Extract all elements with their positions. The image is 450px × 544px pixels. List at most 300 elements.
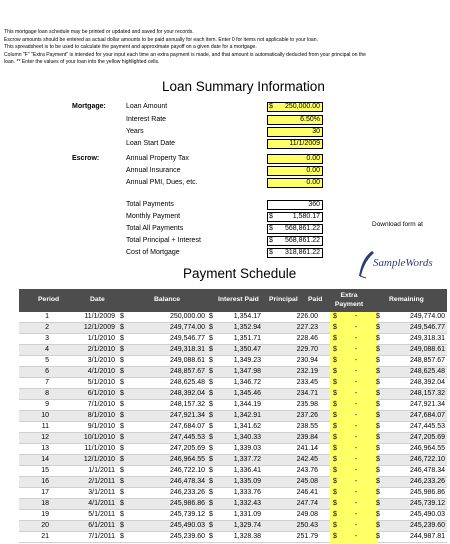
balance-cell: 249,318.31 [169,346,205,353]
interest-cell: 1,335.09 [233,478,261,485]
currency-symbol: $ [120,533,124,540]
note-line: loan. ** Enter the values of your loan into the yellow highlighted cells. [4,59,160,66]
currency-symbol: $ [376,533,380,540]
principal-cell: 251.79 [296,533,318,540]
remaining-cell: 244,987.81 [409,533,445,540]
extra-payment-cell[interactable] [330,312,378,323]
table-row [19,367,447,378]
balance-cell: 245,986.86 [169,500,205,507]
principal-cell: 226.00 [296,313,318,320]
start-date-label: Loan Start Date [126,140,176,147]
table-row [19,455,447,466]
currency-symbol: $ [269,249,273,256]
extra-payment-value: - [355,357,358,364]
currency-symbol: $ [269,213,273,220]
extra-payment-cell[interactable] [330,433,378,444]
table-row [19,466,447,477]
currency-symbol: $ [376,357,380,364]
date-cell: 12/1/2009 [83,324,115,331]
period-cell: 8 [45,390,49,397]
years-input[interactable] [267,127,323,137]
currency-symbol: $ [209,533,213,540]
table-header [19,289,447,312]
extra-payment-cell[interactable] [330,411,378,422]
currency-symbol: $ [120,489,124,496]
remaining-cell: 248,857.67 [409,357,445,364]
start-date-value: 11/1/2009 [289,140,320,147]
samplewords-logo[interactable] [356,247,433,281]
balance-cell: 247,684.07 [169,423,205,430]
extra-payment-cell[interactable] [330,378,378,389]
currency-symbol: $ [333,467,337,474]
currency-symbol: $ [120,313,124,320]
extra-payment-cell[interactable] [330,323,378,334]
principal-cell: 234.71 [296,390,318,397]
balance-cell: 247,445.53 [169,434,205,441]
total-principal-interest-value: 568,861.22 [284,237,320,244]
insurance-value: 0.00 [306,167,320,174]
extra-payment-cell[interactable] [330,455,378,466]
remaining-cell: 248,625.48 [409,368,445,375]
currency-symbol: $ [209,324,213,331]
interest-cell: 1,346.72 [233,379,261,386]
currency-symbol: $ [209,467,213,474]
currency-symbol: $ [376,423,380,430]
period-cell: 5 [45,357,49,364]
currency-symbol: $ [120,401,124,408]
period-cell: 12 [41,434,49,441]
remaining-cell: 245,239.60 [409,522,445,529]
table-row [19,400,447,411]
table-row [19,411,447,422]
extra-payment-value: - [355,467,358,474]
period-cell: 15 [41,467,49,474]
extra-payment-value: - [355,390,358,397]
extra-payment-value: - [355,511,358,518]
currency-symbol: $ [209,423,213,430]
table-row [19,521,447,532]
period-cell: 13 [41,445,49,452]
currency-symbol: $ [376,390,380,397]
balance-cell: 248,857.67 [169,368,205,375]
note-line: Column "F" "Extra Payment" is intended for your input each time an extra payment is made, and that amount is automatically deducted from your principal on the [4,51,366,58]
remaining-cell: 245,739.12 [409,500,445,507]
note-line: This mortgage loan schedule may be printed or updated and saved for your records. [4,29,194,35]
interest-cell: 1,345.46 [233,390,261,397]
currency-symbol: $ [333,335,337,342]
currency-symbol: $ [376,401,380,408]
principal-cell: 228.46 [296,335,318,342]
extra-payment-cell[interactable] [330,389,378,400]
currency-symbol: $ [209,346,213,353]
currency-symbol: $ [333,478,337,485]
extra-payment-value: - [355,445,358,452]
date-cell: 2/1/2011 [88,478,115,485]
remaining-cell: 249,318.31 [409,335,445,342]
table-row [19,323,447,334]
extra-payment-cell[interactable] [330,422,378,433]
years-value: 30 [312,128,320,135]
currency-symbol: $ [269,237,273,244]
remaining-cell: 248,392.04 [409,379,445,386]
date-cell: 8/1/2010 [87,412,115,419]
currency-symbol: $ [120,445,124,452]
date-cell: 11/1/2009 [84,313,115,320]
table-row [19,378,447,389]
property-tax-input[interactable] [267,154,323,164]
date-cell: 4/1/2011 [88,500,115,507]
currency-symbol: $ [209,401,213,408]
period-cell: 20 [41,522,49,529]
escrow-label: Escrow: [72,155,100,162]
balance-cell: 245,239.60 [169,533,205,540]
interest-cell: 1,351.71 [233,335,261,342]
column-header-period: Period [38,296,60,303]
currency-symbol: $ [269,225,273,232]
start-date-input[interactable] [267,139,323,149]
extra-payment-cell[interactable] [330,444,378,455]
date-cell: 9/1/2010 [87,423,115,430]
extra-payment-value: - [355,533,358,540]
currency-symbol: $ [120,522,124,529]
currency-symbol: $ [376,379,380,386]
extra-payment-cell[interactable] [330,499,378,510]
monthly-payment-value: 1,580.17 [292,213,320,220]
balance-cell: 248,157.32 [169,401,205,408]
date-cell: 7/1/2010 [87,401,115,408]
extra-payment-cell[interactable] [330,466,378,477]
date-cell: 7/1/2011 [88,533,115,540]
currency-symbol: $ [376,478,380,485]
currency-symbol: $ [209,313,213,320]
currency-symbol: $ [333,324,337,331]
monthly-payment-cell [267,212,323,222]
remaining-cell: 247,205.69 [409,434,445,441]
currency-symbol: $ [376,522,380,529]
extra-payment-value: - [355,324,358,331]
period-cell: 3 [45,335,49,342]
insurance-label: Annual Insurance [126,167,181,174]
remaining-cell: 247,684.07 [409,412,445,419]
currency-symbol: $ [376,445,380,452]
currency-symbol: $ [333,522,337,529]
pmi-value: 0.00 [306,179,320,186]
pmi-input[interactable] [267,178,323,188]
balance-cell: 247,921.34 [169,412,205,419]
balance-cell: 246,233.26 [169,489,205,496]
table-row [19,312,447,323]
date-cell: 4/1/2010 [87,368,115,375]
interest-cell: 1,328.38 [233,533,261,540]
currency-symbol: $ [376,500,380,507]
currency-symbol: $ [209,500,213,507]
table-row [19,433,447,444]
interest-rate-label: Interest Rate [126,116,167,123]
currency-symbol: $ [120,390,124,397]
currency-symbol: $ [376,335,380,342]
currency-symbol: $ [120,434,124,441]
balance-cell: 249,088.61 [169,357,205,364]
balance-cell: 248,392.04 [169,390,205,397]
currency-symbol: $ [209,368,213,375]
extra-payment-value: - [355,412,358,419]
principal-cell: 230.94 [296,357,318,364]
currency-symbol: $ [120,511,124,518]
interest-cell: 1,339.03 [233,445,261,452]
payment-schedule-table [19,289,447,543]
principal-cell: 239.84 [296,434,318,441]
principal-cell: 245.08 [296,478,318,485]
extra-payment-value: - [355,489,358,496]
note-line: This spreadsheet is to be used to calculate the payment and approximate payoff on a given date for a mortgage. [4,44,257,51]
period-cell: 9 [45,401,49,408]
currency-symbol: $ [376,434,380,441]
period-cell: 17 [41,489,49,496]
column-header-date: Date [90,296,105,303]
balance-cell: 250,000.00 [169,313,205,320]
period-cell: 18 [41,500,49,507]
currency-symbol: $ [209,390,213,397]
extra-payment-value: - [355,500,358,507]
period-cell: 1 [45,313,49,320]
interest-rate-value: 6.50% [300,116,320,123]
extra-payment-value: - [355,346,358,353]
monthly-payment-label: Monthly Payment [126,213,181,220]
date-cell: 3/1/2010 [87,357,115,364]
remaining-cell: 247,921.34 [409,401,445,408]
balance-cell: 246,722.10 [169,467,205,474]
date-cell: 11/1/2010 [84,445,115,452]
extra-payment-value: - [355,522,358,529]
interest-cell: 1,352.94 [233,324,261,331]
date-cell: 10/1/2010 [83,434,115,441]
currency-symbol: $ [120,346,124,353]
table-row [19,532,447,543]
column-header-extra-payment: Extra Payment [334,292,364,308]
interest-cell: 1,337.72 [233,456,261,463]
principal-cell: 247.74 [296,500,318,507]
interest-rate-input[interactable] [267,115,323,125]
extra-payment-cell[interactable] [330,400,378,411]
currency-symbol: $ [333,423,337,430]
cost-of-mortgage-cell [267,248,323,258]
balance-cell: 245,490.03 [169,522,205,529]
currency-symbol: $ [333,500,337,507]
currency-symbol: $ [333,313,337,320]
period-cell: 19 [41,511,49,518]
currency-symbol: $ [333,445,337,452]
date-cell: 1/1/2010 [87,335,115,342]
currency-symbol: $ [120,368,124,375]
currency-symbol: $ [120,357,124,364]
remaining-cell: 246,722.10 [409,456,445,463]
insurance-input[interactable] [267,166,323,176]
period-cell: 10 [41,412,49,419]
total-all-payments-label: Total All Payments [126,225,184,232]
extra-payment-value: - [355,379,358,386]
extra-payment-value: - [355,478,358,485]
extra-payment-cell[interactable] [330,488,378,499]
principal-cell: 242.45 [296,456,318,463]
extra-payment-cell[interactable] [330,334,378,345]
property-tax-value: 0.00 [306,155,320,162]
property-tax-label: Annual Property Tax [126,155,189,162]
total-payments-value: 360 [308,201,320,208]
total-principal-interest-label: Total Principal + Interest [126,237,201,244]
currency-symbol: $ [120,456,124,463]
loan-amount-label: Loan Amount [126,103,168,110]
currency-symbol: $ [209,511,213,518]
table-body [19,312,447,543]
remaining-cell: 248,157.32 [409,390,445,397]
principal-cell: 238.55 [296,423,318,430]
date-cell: 2/1/2010 [87,346,115,353]
note-line: Escrow amounts should be entered as actual dollar amounts to be paid annually for each item. Enter 0 for items not applicable to your loan. [4,36,319,43]
currency-symbol: $ [269,103,273,110]
extra-payment-value: - [355,313,358,320]
table-row [19,334,447,345]
principal-cell: 246.41 [296,489,318,496]
currency-symbol: $ [333,434,337,441]
years-label: Years [126,128,144,135]
extra-payment-cell[interactable] [330,356,378,367]
currency-symbol: $ [120,379,124,386]
currency-symbol: $ [120,335,124,342]
principal-cell: 235.98 [296,401,318,408]
currency-symbol: $ [333,511,337,518]
currency-symbol: $ [376,346,380,353]
remaining-cell: 249,088.61 [409,346,445,353]
download-text: Download form at [372,221,423,228]
balance-cell: 246,964.55 [169,456,205,463]
column-header-remaining: Remaining [389,296,424,303]
currency-symbol: $ [209,522,213,529]
currency-symbol: $ [209,489,213,496]
currency-symbol: $ [376,489,380,496]
loan-amount-value: 250,000.00 [284,103,320,110]
currency-symbol: $ [333,412,337,419]
currency-symbol: $ [120,324,124,331]
interest-cell: 1,329.74 [233,522,261,529]
extra-payment-cell[interactable] [330,510,378,521]
date-cell: 1/1/2011 [88,467,115,474]
extra-payment-value: - [355,368,358,375]
period-cell: 21 [41,533,49,540]
currency-symbol: $ [120,412,124,419]
currency-symbol: $ [376,368,380,375]
balance-cell: 245,739.12 [169,511,205,518]
balance-cell: 246,478.34 [169,478,205,485]
currency-symbol: $ [209,357,213,364]
currency-symbol: $ [333,368,337,375]
mortgage-label: Mortgage: [72,103,106,110]
currency-symbol: $ [376,456,380,463]
extra-payment-cell[interactable] [330,345,378,356]
currency-symbol: $ [333,390,337,397]
extra-payment-cell[interactable] [330,367,378,378]
table-row [19,345,447,356]
extra-payment-value: - [355,423,358,430]
table-row [19,488,447,499]
cost-of-mortgage-label: Cost of Mortgage [126,249,180,256]
date-cell: 5/1/2010 [87,379,115,386]
column-header-balance: Balance [154,296,181,303]
table-row [19,444,447,455]
table-row [19,499,447,510]
remaining-cell: 249,774.00 [409,313,445,320]
period-cell: 2 [45,324,49,331]
currency-symbol: $ [376,511,380,518]
interest-cell: 1,336.41 [233,467,261,474]
column-header-interest: Interest Paid [218,296,259,303]
period-cell: 16 [41,478,49,485]
period-cell: 4 [45,346,49,353]
extra-payment-cell[interactable] [330,477,378,488]
balance-cell: 247,205.69 [169,445,205,452]
schedule-title: Payment Schedule [183,266,297,281]
extra-payment-cell[interactable] [330,532,378,543]
principal-cell: 243.76 [296,467,318,474]
currency-symbol: $ [120,423,124,430]
table-row [19,389,447,400]
principal-cell: 227.23 [296,324,318,331]
interest-cell: 1,341.62 [233,423,261,430]
balance-cell: 249,546.77 [169,335,205,342]
loan-amount-input[interactable] [267,102,323,112]
total-all-payments-cell [267,224,323,234]
currency-symbol: $ [209,412,213,419]
interest-cell: 1,347.98 [233,368,261,375]
period-cell: 14 [41,456,49,463]
date-cell: 6/1/2011 [88,522,115,529]
interest-cell: 1,354.17 [233,313,261,320]
remaining-cell: 245,986.86 [409,489,445,496]
period-cell: 6 [45,368,49,375]
currency-symbol: $ [333,401,337,408]
remaining-cell: 246,478.34 [409,467,445,474]
currency-symbol: $ [209,456,213,463]
currency-symbol: $ [120,467,124,474]
pmi-label: Annual PMI, Dues, etc. [126,179,198,186]
currency-symbol: $ [333,456,337,463]
interest-cell: 1,350.47 [233,346,261,353]
currency-symbol: $ [333,346,337,353]
currency-symbol: $ [120,500,124,507]
total-payments-label: Total Payments [126,201,174,208]
extra-payment-value: - [355,434,358,441]
extra-payment-value: - [355,335,358,342]
interest-cell: 1,333.76 [233,489,261,496]
principal-cell: 232.19 [296,368,318,375]
interest-cell: 1,344.19 [233,401,261,408]
currency-symbol: $ [376,324,380,331]
table-row [19,356,447,367]
currency-symbol: $ [120,478,124,485]
total-principal-interest-cell [267,236,323,246]
balance-cell: 248,625.48 [169,379,205,386]
instructions [4,29,444,67]
table-row [19,477,447,488]
interest-cell: 1,340.33 [233,434,261,441]
currency-symbol: $ [209,445,213,452]
principal-cell: 250.43 [296,522,318,529]
currency-symbol: $ [333,533,337,540]
extra-payment-cell[interactable] [330,521,378,532]
period-cell: 7 [45,379,49,386]
currency-symbol: $ [333,357,337,364]
remaining-cell: 247,445.53 [409,423,445,430]
logo-text: SampleWords [373,257,433,269]
